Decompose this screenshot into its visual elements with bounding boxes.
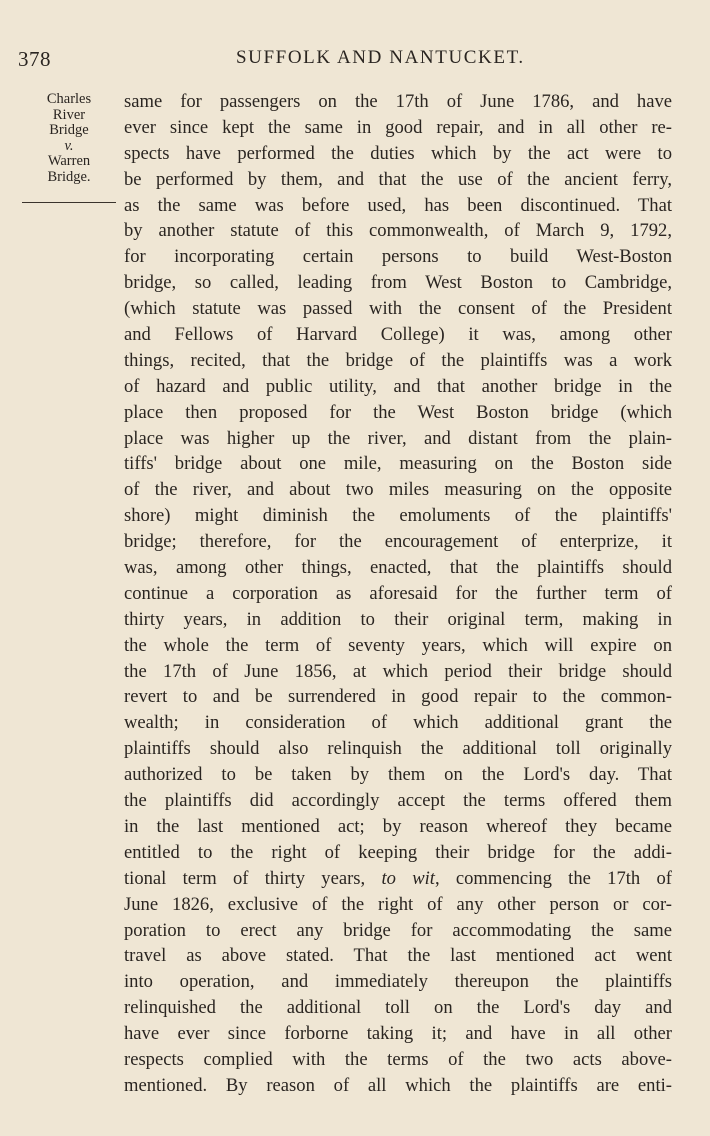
body-line: spects have performed the duties which by the act were to bbox=[124, 142, 672, 164]
margin-rule bbox=[22, 202, 116, 203]
body-line: the whole the term of seventy years, which will expire on bbox=[124, 634, 672, 656]
body-line: and Fellows of Harvard College) it was, among other bbox=[124, 324, 672, 346]
body-line: poration to erect any bridge for accommodating the same bbox=[124, 919, 672, 941]
margin-note bbox=[30, 92, 108, 185]
body-line: be performed by them, and that the use of the ancient ferry, bbox=[124, 168, 672, 190]
line-segment: tional term of thirty years, bbox=[124, 867, 382, 889]
running-head: SUFFOLK AND NANTUCKET. bbox=[236, 47, 525, 68]
margin-note-line: v. bbox=[64, 137, 74, 154]
body-line: revert to and be surrendered in good repair to the common- bbox=[124, 686, 672, 708]
body-line: thirty years, in addition to their original term, making in bbox=[124, 608, 672, 630]
body-line: relinquished the additional toll on the Lord's day and bbox=[124, 997, 672, 1019]
body-line: continue a corporation as aforesaid for the further term of bbox=[124, 582, 672, 604]
body-line: the 17th of June 1856, at which period their bridge should bbox=[124, 660, 672, 682]
body-line: authorized to be taken by them on the Lord's day. That bbox=[124, 764, 672, 786]
line-segment: , commencing the 17th of bbox=[434, 867, 672, 889]
body-line: the plaintiffs did accordingly accept the terms offered them bbox=[124, 790, 672, 812]
margin-note-line: Bridge. bbox=[47, 168, 91, 185]
body-line: shore) might diminish the emoluments of the plaintiffs' bbox=[124, 505, 672, 527]
margin-note-line: Bridge bbox=[49, 122, 89, 138]
body-line: June 1826, exclusive of the right of any other person or cor- bbox=[124, 893, 672, 915]
body-line bbox=[124, 866, 672, 892]
body-line: place was higher up the river, and distant from the plain- bbox=[124, 427, 672, 449]
margin-note-line: Charles bbox=[46, 91, 92, 107]
body-line: travel as above stated. That the last mentioned act went bbox=[124, 945, 672, 967]
body-line: bridge, so called, leading from West Boston to Cambridge, bbox=[124, 272, 672, 294]
body-line: same for passengers on the 17th of June 1786, and have bbox=[124, 91, 672, 112]
body-line: of hazard and public utility, and that another bridge in the bbox=[124, 375, 672, 397]
body-line: was, among other things, enacted, that the plaintiffs should bbox=[124, 557, 672, 579]
margin-note-line: Warren bbox=[47, 153, 91, 169]
body-line: mentioned. By reason of all which the plaintiffs are enti- bbox=[124, 1074, 672, 1096]
body-line: of the river, and about two miles measuring on the opposite bbox=[124, 479, 672, 501]
body-line: ever since kept the same in good repair, and in all other re- bbox=[124, 116, 672, 138]
body-line: have ever since forborne taking it; and have in all other bbox=[124, 1023, 672, 1045]
body-line: plaintiffs should also relinquish the additional toll originally bbox=[124, 738, 672, 760]
body-line: in the last mentioned act; by reason whereof they became bbox=[124, 815, 672, 837]
margin-note-line: River bbox=[52, 106, 86, 123]
body-line: place then proposed for the West Boston bridge (which bbox=[124, 401, 672, 423]
italic-phrase: to wit bbox=[381, 867, 435, 889]
body-line: into operation, and immediately thereupon the plaintiffs bbox=[124, 971, 672, 993]
body-line: as the same was before used, has been discontinued. That bbox=[124, 194, 672, 216]
body-text bbox=[124, 89, 672, 1099]
body-line: respects complied with the terms of the two acts above- bbox=[124, 1048, 672, 1070]
page-number: 378 bbox=[18, 47, 51, 71]
body-line: for incorporating certain persons to build West-Boston bbox=[124, 246, 672, 268]
body-line: bridge; therefore, for the encouragement of enterprize, it bbox=[124, 531, 672, 553]
body-line: wealth; in consideration of which additional grant the bbox=[124, 712, 672, 734]
body-line: tiffs' bridge about one mile, measuring on the Boston side bbox=[124, 453, 672, 475]
body-line: entitled to the right of keeping their bridge for the addi- bbox=[124, 841, 672, 863]
body-line: (which statute was passed with the consent of the President bbox=[124, 298, 672, 320]
body-line: by another statute of this commonwealth, of March 9, 1792, bbox=[124, 220, 672, 242]
body-line: things, recited, that the bridge of the plaintiffs was a work bbox=[124, 349, 672, 371]
